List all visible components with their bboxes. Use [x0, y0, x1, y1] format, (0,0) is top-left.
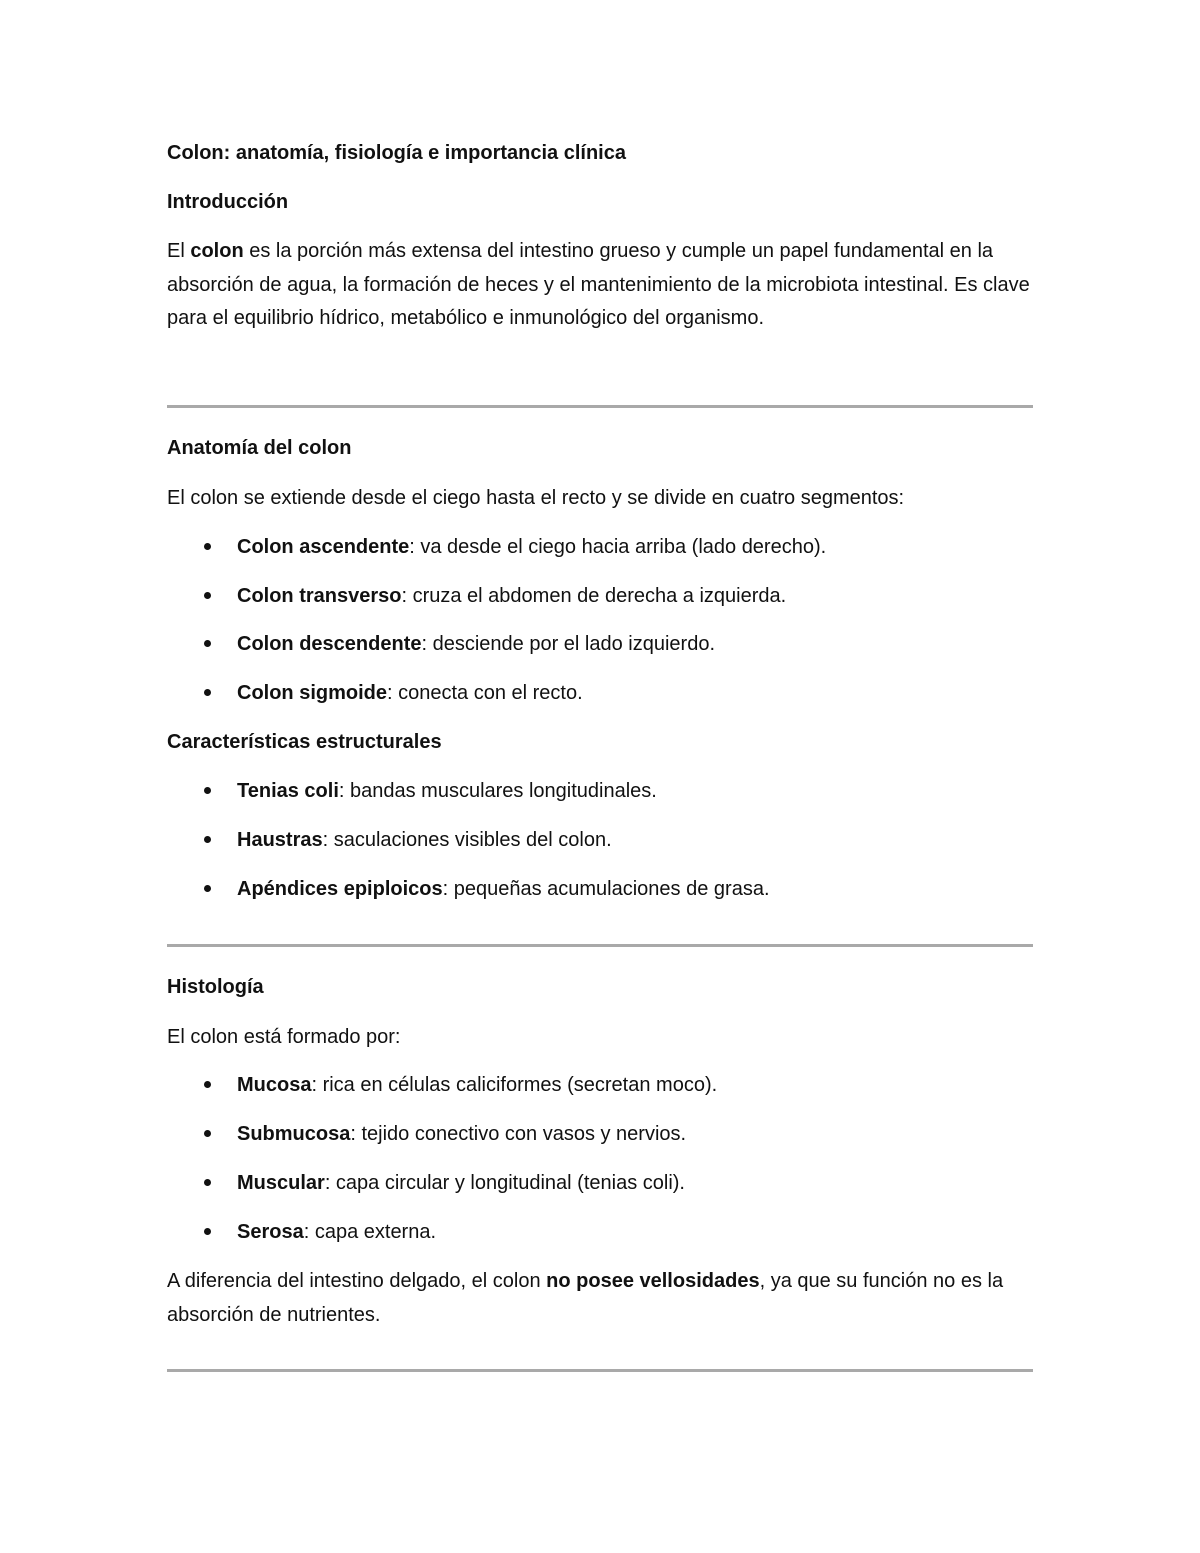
list-item-term: Apéndices epiploicos	[237, 878, 443, 900]
list-item-term: Muscular	[237, 1172, 325, 1194]
list-item-desc: : rica en células caliciformes (secretan moco).	[311, 1074, 718, 1096]
list-item-term: Colon transverso	[237, 585, 402, 607]
bullet-icon	[201, 628, 213, 662]
intro-text-start: El	[167, 240, 191, 262]
list-item-desc: : va desde el ciego hacia arriba (lado derecho).	[409, 536, 827, 558]
list-item-desc: : capa externa.	[303, 1221, 437, 1243]
bullet-icon	[201, 775, 213, 809]
list-item-desc: : conecta con el recto.	[387, 682, 583, 704]
histology-lead: El colon está formado por:	[167, 1026, 401, 1048]
list-item-desc: : tejido conectivo con vasos y nervios.	[350, 1123, 687, 1145]
list-item-term: Serosa	[237, 1221, 304, 1243]
list-item-term: Haustras	[237, 829, 323, 851]
intro-text-rest: es la porción más extensa del intestino grueso y cumple un papel fundamental en la absorción de agua, la formación de heces y el mantenimiento de la microbiota intestinal. Es clave para el equilibrio hídrico, metabólico e inmunológico del organismo.	[167, 240, 1030, 329]
bullet-icon	[201, 677, 213, 711]
anatomy-lead: El colon se extiende desde el ciego hasta el recto y se divide en cuatro segmentos:	[167, 487, 905, 509]
bullet-icon	[201, 580, 213, 614]
section-divider	[167, 405, 1033, 408]
list-item-desc: : pequeñas acumulaciones de grasa.	[442, 878, 770, 900]
bullet-icon	[201, 1216, 213, 1250]
intro-bold-term: colon	[190, 240, 244, 262]
list-item-desc: : desciende por el lado izquierdo.	[421, 633, 716, 655]
bullet-icon	[201, 1069, 213, 1103]
list-item-term: Colon ascendente	[237, 536, 410, 558]
intro-paragraph	[167, 235, 1033, 336]
list-item-term: Mucosa	[237, 1074, 312, 1096]
histology-closing-paragraph	[167, 1265, 1033, 1332]
subheading-caracteristicas: Características estructurales	[167, 731, 442, 753]
bullet-icon	[201, 824, 213, 858]
section-heading-anatomia: Anatomía del colon	[167, 437, 352, 459]
list-item-term: Colon descendente	[237, 633, 422, 655]
bullet-icon	[201, 1118, 213, 1152]
closing-bold-phrase: no posee vellosidades	[546, 1270, 760, 1292]
list-item-desc: : saculaciones visibles del colon.	[322, 829, 612, 851]
list-item-term: Submucosa	[237, 1123, 351, 1145]
document-title: Colon: anatomía, fisiología e importancia clínica	[167, 142, 626, 164]
bullet-icon	[201, 1167, 213, 1201]
bullet-icon	[201, 531, 213, 565]
closing-text-end: , ya que su función no es la absorción de nutrientes.	[167, 1270, 1004, 1326]
closing-text-start: A diferencia del intestino delgado, el colon	[167, 1270, 547, 1292]
bullet-icon	[201, 873, 213, 907]
section-heading-introduccion: Introducción	[167, 191, 289, 213]
list-item-desc: : bandas musculares longitudinales.	[338, 780, 657, 802]
section-divider	[167, 1369, 1033, 1372]
section-heading-histologia: Histología	[167, 976, 264, 998]
section-divider	[167, 944, 1033, 947]
list-item-term: Tenias coli	[237, 780, 339, 802]
list-item-term: Colon sigmoide	[237, 682, 387, 704]
list-item-desc: : cruza el abdomen de derecha a izquierda.	[401, 585, 787, 607]
list-item-desc: : capa circular y longitudinal (tenias coli).	[324, 1172, 685, 1194]
